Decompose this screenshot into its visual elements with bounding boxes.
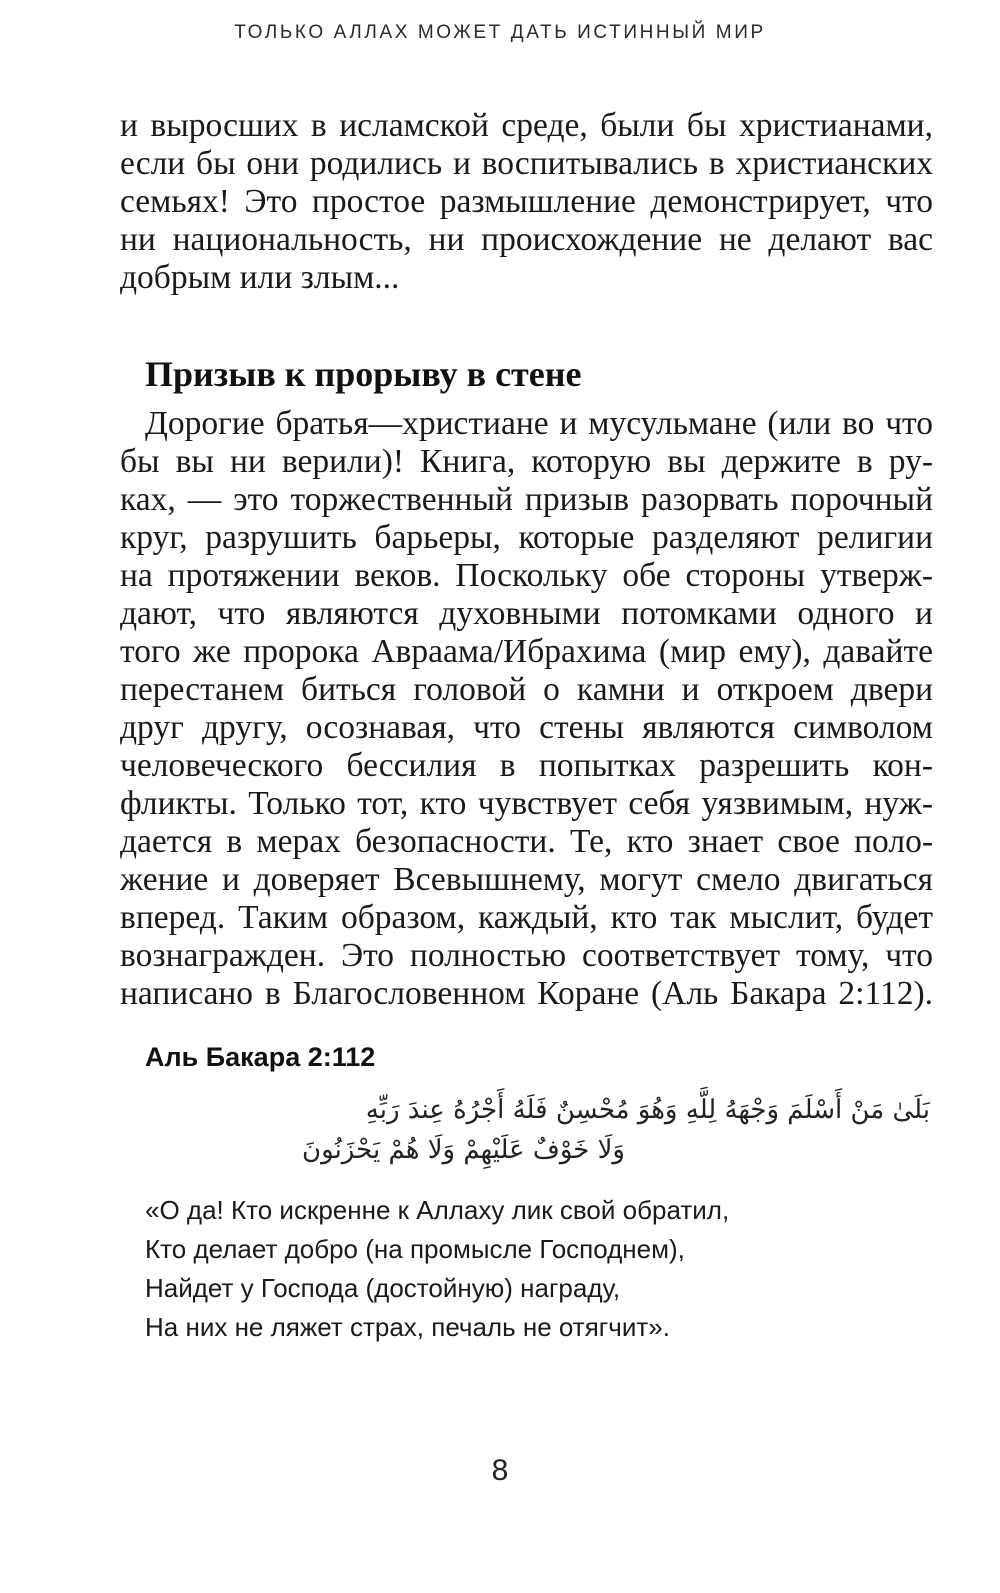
- verse-reference: Аль Бакара 2:112: [145, 1042, 376, 1072]
- body-line-10: человеческого бессилия в попытках разрешить кон-: [120, 747, 933, 784]
- body-line-13: жение и доверяет Всевышнему, могут смело двигаться: [120, 861, 933, 898]
- intro-line-3: семьях! Это простое размышление демонстрирует, что: [120, 183, 933, 220]
- translation-line-3: Найдет у Господа (достойную) награду,: [145, 1273, 621, 1303]
- body-line-5: на протяжении веков. Поскольку обе стороны утверж-: [120, 557, 933, 594]
- body-line-14: вперед. Таким образом, каждый, кто так мыслит, будет: [120, 899, 933, 936]
- translation-line-4: На них не ляжет страх, печаль не отягчит».: [145, 1312, 670, 1342]
- section-heading: Призыв к прорыву в стене: [145, 354, 582, 394]
- translation-line-1: «О да! Кто искренне к Аллаху лик свой обратил,: [145, 1195, 730, 1225]
- body-line-9: друг другу, осознавая, что стены являются символом: [120, 709, 933, 746]
- intro-line-5: добрым или злым...: [120, 259, 400, 296]
- body-line-11: фликты. Только тот, кто чувствует себя уязвимым, нуж-: [120, 785, 933, 822]
- intro-line-4: ни национальность, ни происхождение не делают вас: [120, 221, 933, 258]
- arabic-verse-line-1: بَلَىٰ مَنْ أَسْلَمَ وَجْهَهُ لِلَّهِ وَهُوَ مُحْسِنٌ فَلَهُ أَجْرُهُ عِندَ رَبِّهِ: [365, 1095, 930, 1125]
- body-line-3: ках, — это торжественный призыв разорвать порочный: [120, 481, 933, 518]
- arabic-verse-line-2: وَلَا خَوْفٌ عَلَيْهِمْ وَلَا هُمْ يَحْزَنُونَ: [302, 1135, 625, 1165]
- intro-line-2: если бы они родились и воспитывались в христианских: [120, 145, 933, 182]
- body-line-8: перестанем биться головой о камни и откроем двери: [120, 671, 933, 708]
- body-line-4: круг, разрушить барьеры, которые разделяют религии: [120, 519, 933, 556]
- body-line-6: дают, что являются духовными потомками одного и: [120, 595, 933, 632]
- body-line-2: бы вы ни верили)! Книга, которую вы держите в ру-: [120, 443, 933, 480]
- running-header: ТОЛЬКО АЛЛАХ МОЖЕТ ДАТЬ ИСТИННЫЙ МИР: [234, 22, 766, 43]
- intro-line-1: и выросших в исламской среде, были бы христианами,: [120, 107, 933, 144]
- body-line-7: того же пророка Авраама/Ибрахима (мир ему), давайте: [120, 633, 933, 670]
- body-line-16: написано в Благословенном Коране (Аль Бакара 2:112).: [120, 975, 933, 1012]
- body-line-1: Дорогие братья—христиане и мусульмане (или во что: [145, 405, 933, 442]
- body-line-15: вознагражден. Это полностью соответствует тому, что: [120, 937, 933, 974]
- page-number: 8: [491, 1454, 509, 1487]
- body-line-12: дается в мерах безопасности. Те, кто знает свое поло-: [120, 823, 933, 860]
- translation-line-2: Кто делает добро (на промысле Господнем),: [145, 1234, 685, 1264]
